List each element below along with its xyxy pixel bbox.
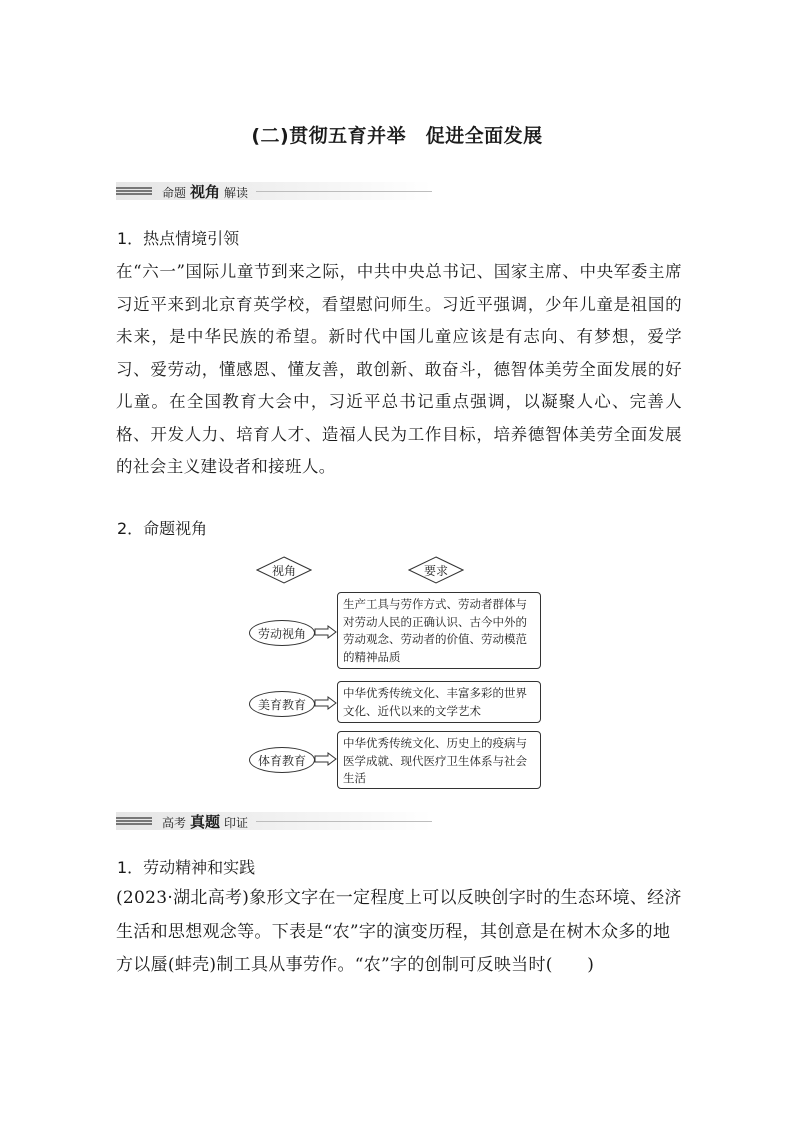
heading-perspective: 2．命题视角 xyxy=(117,519,208,538)
question-source: (2023·湖北高考) xyxy=(116,888,250,908)
heading-hot-topic: 1．热点情境引领 xyxy=(117,229,240,248)
bar-lines-icon xyxy=(116,186,152,196)
paragraph-context: 在“六一”国际儿童节到来之际，中共中央总书记、国家主席、中央军委主席习近平来到北京育英学校，看望慰问师生。习近平强调，少年儿童是祖国的未来，是中华民族的希望。新时代中国儿童应该是有志向、有梦想，爱学习、爱劳动，懂感恩、懂友善，敢创新、敢奋斗，德智体美劳全面发展的好儿童。在全国教育大会中，习近平总书记重点强调，以凝聚人心、完善人格、开发人力、培育人才、造福人民为工作目标，培养德智体美劳全面发展的社会主义建设者和接班人。 xyxy=(116,262,682,476)
section-bar-big: 真题 xyxy=(190,812,221,831)
page-title: (二)贯彻五育并举 促进全面发展 xyxy=(251,125,543,147)
section-bar-post: 印证 xyxy=(224,815,249,830)
section-bar-exam xyxy=(116,812,432,830)
header-left-label: 视角 xyxy=(271,563,296,578)
row-text-labor: 生产工具与劳作方式、劳动者群体与对劳动人民的正确认识、古今中外的劳动观念、劳动者的价值、劳动模范的精神品质 xyxy=(337,592,541,669)
bar-lines-icon xyxy=(116,816,152,826)
section-bar-label xyxy=(162,811,248,832)
question-text: 象形文字在一定程度上可以反映创字时的生态环境、经济生活和思想观念等。下表是“农”字的演变历程，其创意是在树木众多的地方以蜃(蚌壳)制工具从事劳作。“农”字的创制可反映当时( ) xyxy=(116,888,682,975)
section-bar-big: 视角 xyxy=(190,182,221,201)
row-label-aesthetic: 美育教育 xyxy=(249,691,315,717)
section-bar-perspective xyxy=(116,182,432,200)
header-right-label: 要求 xyxy=(423,563,448,578)
section-bar-rule xyxy=(256,821,432,822)
arrow-icon xyxy=(314,625,338,639)
arrow-icon xyxy=(314,752,338,766)
section-bar-rule xyxy=(256,191,432,192)
heading-labor-spirit: 1．劳动精神和实践 xyxy=(117,858,256,877)
section-bar-pre: 高考 xyxy=(162,815,187,830)
header-right-diamond xyxy=(408,556,464,584)
row-label-sports: 体育教育 xyxy=(249,747,315,773)
header-left-diamond xyxy=(256,556,312,584)
row-label-labor: 劳动视角 xyxy=(249,620,315,646)
row-text-sports: 中华优秀传统文化、历史上的疫病与医学成就、现代医疗卫生体系与社会生活 xyxy=(337,731,541,789)
row-text-aesthetic: 中华优秀传统文化、丰富多彩的世界文化、近代以来的文学艺术 xyxy=(337,681,541,723)
section-bar-label xyxy=(162,181,248,202)
arrow-icon xyxy=(314,696,338,710)
section-bar-pre: 命题 xyxy=(162,185,187,200)
question-paragraph xyxy=(116,882,682,983)
section-bar-post: 解读 xyxy=(224,185,249,200)
